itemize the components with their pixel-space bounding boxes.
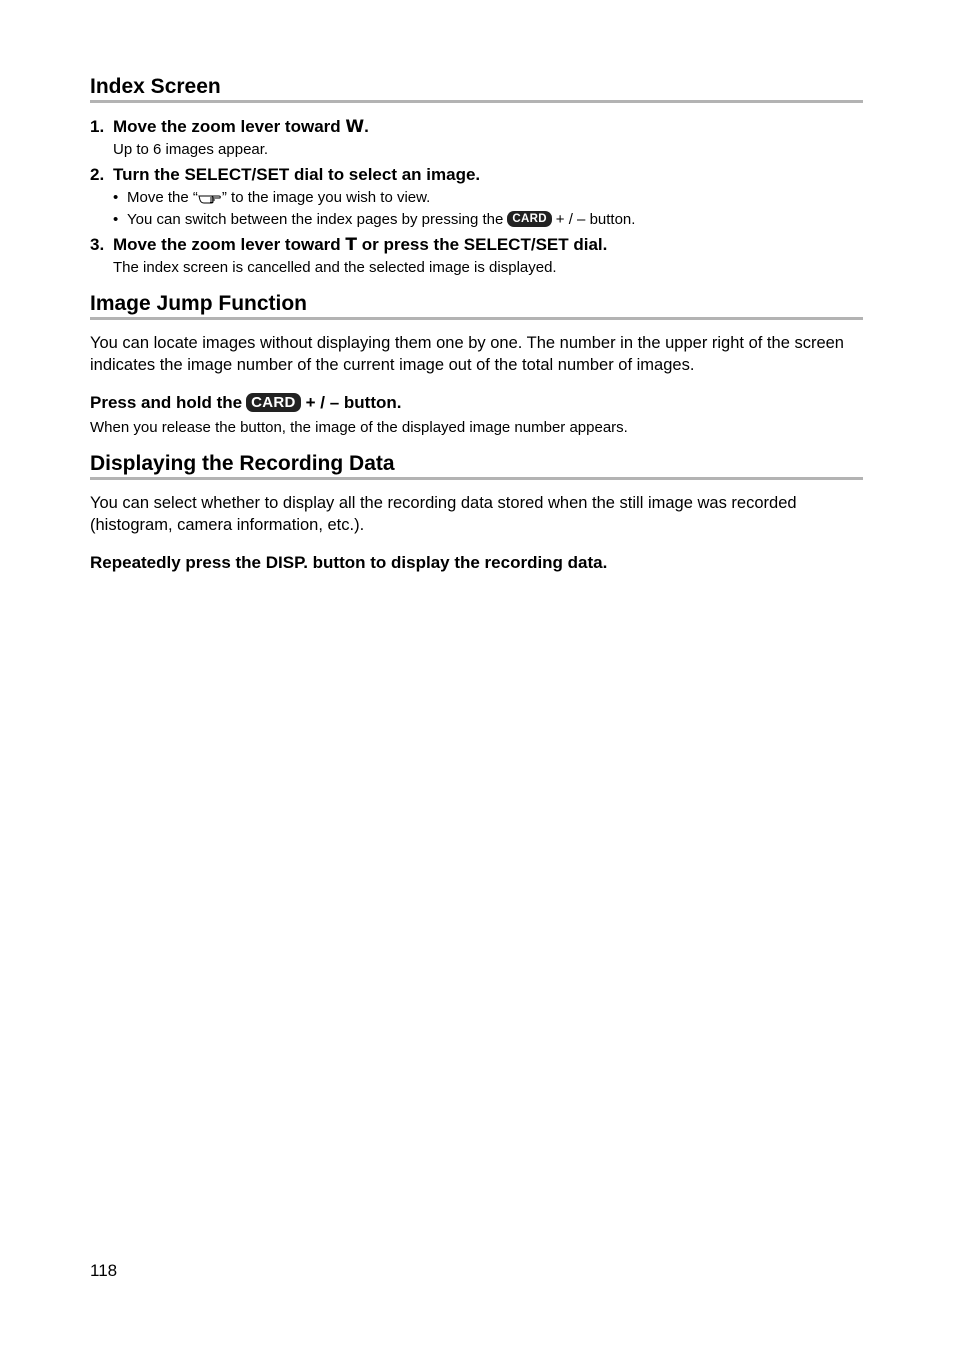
step-1 xyxy=(90,117,369,137)
step-2-bullet-1 xyxy=(113,189,430,207)
step-number: 1. xyxy=(90,117,105,136)
bullet-text-post: + / – button. xyxy=(555,211,636,228)
bullet-text-pre: You can switch between the index pages by pressing the xyxy=(127,211,504,228)
bullet-dot: • xyxy=(113,211,119,228)
image-jump-instruction xyxy=(90,393,401,414)
step-3 xyxy=(90,235,607,255)
card-button-icon: CARD xyxy=(507,211,551,227)
recording-data-paragraph: You can select whether to display all the recording data stored when the still image was recorded (histogram, camera information, etc.). xyxy=(90,494,797,534)
tele-key-label: T xyxy=(345,235,358,255)
bullet-text-pre: Move the “ xyxy=(127,189,198,206)
section-heading-index-screen: Index Screen xyxy=(90,75,863,103)
section-heading-image-jump: Image Jump Function xyxy=(90,292,863,320)
step-number: 2. xyxy=(90,165,105,184)
step-text-post: or press the SELECT/SET dial. xyxy=(361,235,608,254)
step-1-note: Up to 6 images appear. xyxy=(113,141,269,158)
card-button-icon: CARD xyxy=(246,393,301,412)
step-end: . xyxy=(364,117,369,136)
step-2 xyxy=(90,165,480,185)
section-heading-recording-data: Displaying the Recording Data xyxy=(90,452,863,480)
recording-data-instruction: Repeatedly press the DISP. button to display the recording data. xyxy=(90,553,608,572)
step-3-note: The index screen is cancelled and the selected image is displayed. xyxy=(113,259,557,276)
instruction-pre: Press and hold the xyxy=(90,393,243,412)
image-jump-paragraph: You can locate images without displaying them one by one. The number in the upper right of the screen indicates the image number of the current image out of the total number of images. xyxy=(90,334,844,374)
step-2-bullet-2 xyxy=(113,211,635,229)
pointing-hand-icon xyxy=(198,190,222,204)
step-text-pre: Move the zoom lever toward xyxy=(113,235,341,254)
bullet-text-post: ” to the image you wish to view. xyxy=(221,189,431,206)
step-text: Turn the SELECT/SET dial to select an image. xyxy=(113,165,481,184)
bullet-dot: • xyxy=(113,189,119,206)
step-number: 3. xyxy=(90,235,105,254)
wide-key-label: W xyxy=(345,117,365,137)
instruction-post: + / – button. xyxy=(305,393,402,412)
page-number: 118 xyxy=(90,1261,118,1280)
step-text: Move the zoom lever toward xyxy=(113,117,341,136)
image-jump-note: When you release the button, the image of the displayed image number appears. xyxy=(90,419,628,436)
